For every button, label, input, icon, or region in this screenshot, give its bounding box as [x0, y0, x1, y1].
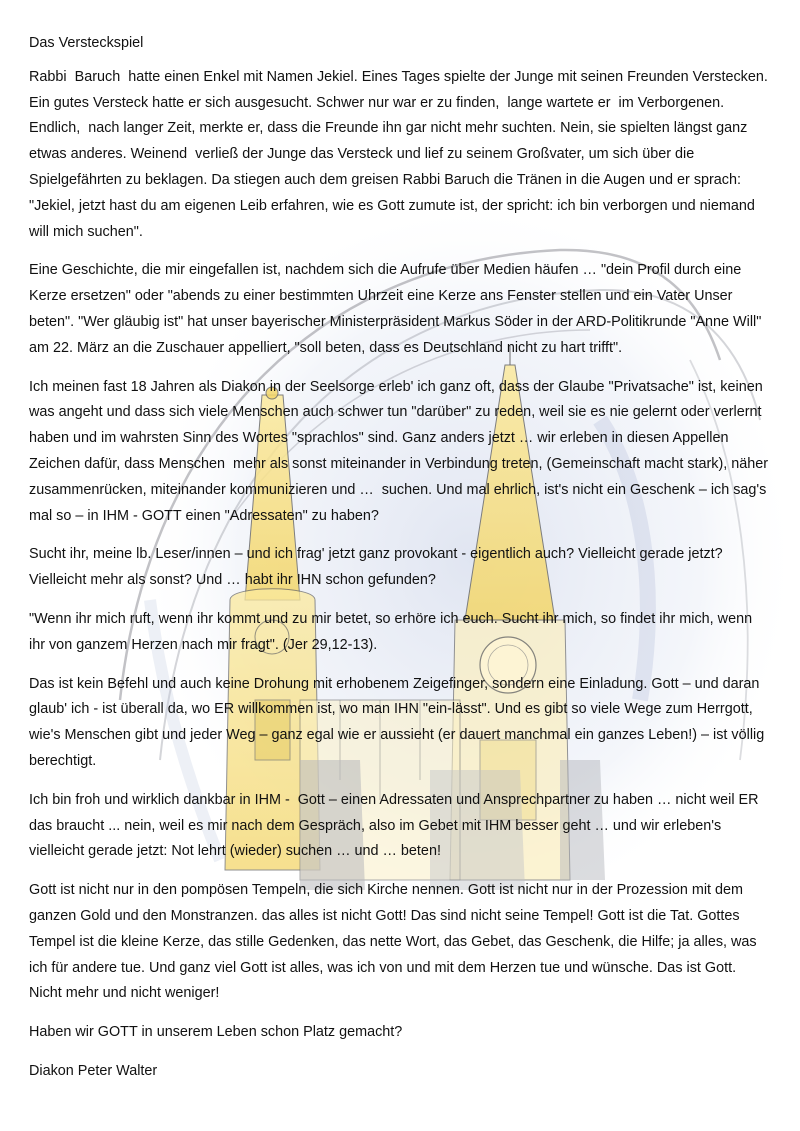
paragraph: Eine Geschichte, die mir eingefallen ist, nachdem sich die Aufrufe über Medien häufen … "dein Profil durch eine Kerze ersetzen" oder "abends zu einer bestimmten Uhrzeit eine Kerze ans Fenster stellen und ein Vater Unser beten". "Wer gläubig ist" hat unser bayerischer Ministerpräsident Markus Söder in der ARD-Politikrunde "Anne Will" am 22. März an die Zuschauer appelliert, "soll beten, dass es Deutschland nicht zu hart trifft".	[29, 262, 766, 356]
paragraph: Haben wir GOTT in unserem Leben schon Platz gemacht?	[29, 1024, 403, 1041]
paragraph: Ich bin froh und wirklich dankbar in IHM - Gott – einen Adressaten und Ansprechpartner zu haben … nicht weil ER das braucht ... nein, weil es mir nach dem Gespräch, also im Gebet mit IHM besser geht … und wir erleben's vielleicht gerade jetzt: Not lehrt (wieder) suchen … und … beten!	[29, 791, 763, 860]
document-title: Das Versteckspiel	[29, 35, 144, 51]
document-body	[29, 31, 771, 1085]
paragraph: Sucht ihr, meine lb. Leser/innen – und ich frag' jetzt ganz provokant - eigentlich auch? Vielleicht gerade jetzt? Vielleicht mehr als sonst? Und … habt ihr IHN schon gefunden?	[29, 546, 727, 589]
paragraph: Rabbi Baruch hatte einen Enkel mit Namen Jekiel. Eines Tages spielte der Junge mit seinen Freunden Verstecken. Ein gutes Versteck hatte er sich ausgesucht. Schwer nur war er zu finden, lange wartete er im Verborgenen. Endlich, nach langer Zeit, merkte er, dass die Freunde ihn gar nicht mehr suchten. Nein, sie spielten längst ganz etwas anderes. Weinend verließ der Junge das Versteck und lief zu seinem Großvater, um sich über die Spielgefährten zu beklagen. Da stiegen auch dem greisen Rabbi Baruch die Tränen in die Augen und er sprach: "Jekiel, jetzt hast du am eigenen Leib erfahren, wie es Gott zumute ist, der spricht: ich bin verborgen und niemand will mich suchen".	[29, 68, 772, 240]
paragraph: Ich meinen fast 18 Jahren als Diakon in der Seelsorge erleb' ich ganz oft, dass der Glaube "Privatsache" ist, keinen was angeht und dass sich viele Menschen auch schwer tun "darüber" zu reden, weil sie es nie gelernt oder verlernt haben und im wahrsten Sinn des Wortes "sprachlos" sind. Ganz anders jetzt … wir erleben in diesen Appellen Zeichen dafür, dass Menschen mehr als sonst miteinander in Verbindung treten, (Gemeinschaft macht stark), näher zusammenrücken, miteinander kommunizieren und … suchen. Und mal ehrlich, ist's nicht ein Geschenk – ich sag's mal so – in IHM - GOTT einen "Adressaten" zu haben?	[29, 378, 773, 524]
paragraph: Das ist kein Befehl und auch keine Drohung mit erhobenem Zeigefinger, sondern eine Einladung. Gott – und daran glaub' ich - ist überall da, wo ER willkommen ist, wo man IHN "ein-lässt". Und es gibt so viele Wege zum Herrgott, wie's Menschen gibt und jeder Weg – ganz egal wie er aussieht (er dauert manchmal ein ganzes Leben!) – ist völlig berechtigt.	[29, 675, 769, 769]
paragraph: Gott ist nicht nur in den pompösen Tempeln, die sich Kirche nennen. Gott ist nicht nur in der Prozession mit dem ganzen Gold und den Monstranzen. das alles ist nicht Gott! Das sind nicht seine Tempel! Gott ist die Tat. Gottes Tempel ist die kleine Kerze, das stille Gedenken, das nette Wort, das Gebet, das Geschenk, die Hilfe; ja alles, was ich für andere tue. Und ganz viel Gott ist alles, was ich von und mit dem Herzen tue und wünsche. Das ist Gott. Nicht mehr und nicht weniger!	[29, 882, 761, 1002]
signature: Diakon Peter Walter	[29, 1062, 158, 1079]
paragraph: "Wenn ihr mich ruft, wenn ihr kommt und zu mir betet, so erhöre ich euch. Sucht ihr mich, so findet ihr mich, wenn ihr von ganzem Herzen nach mir fragt". (Jer 29,12-13).	[29, 610, 757, 653]
